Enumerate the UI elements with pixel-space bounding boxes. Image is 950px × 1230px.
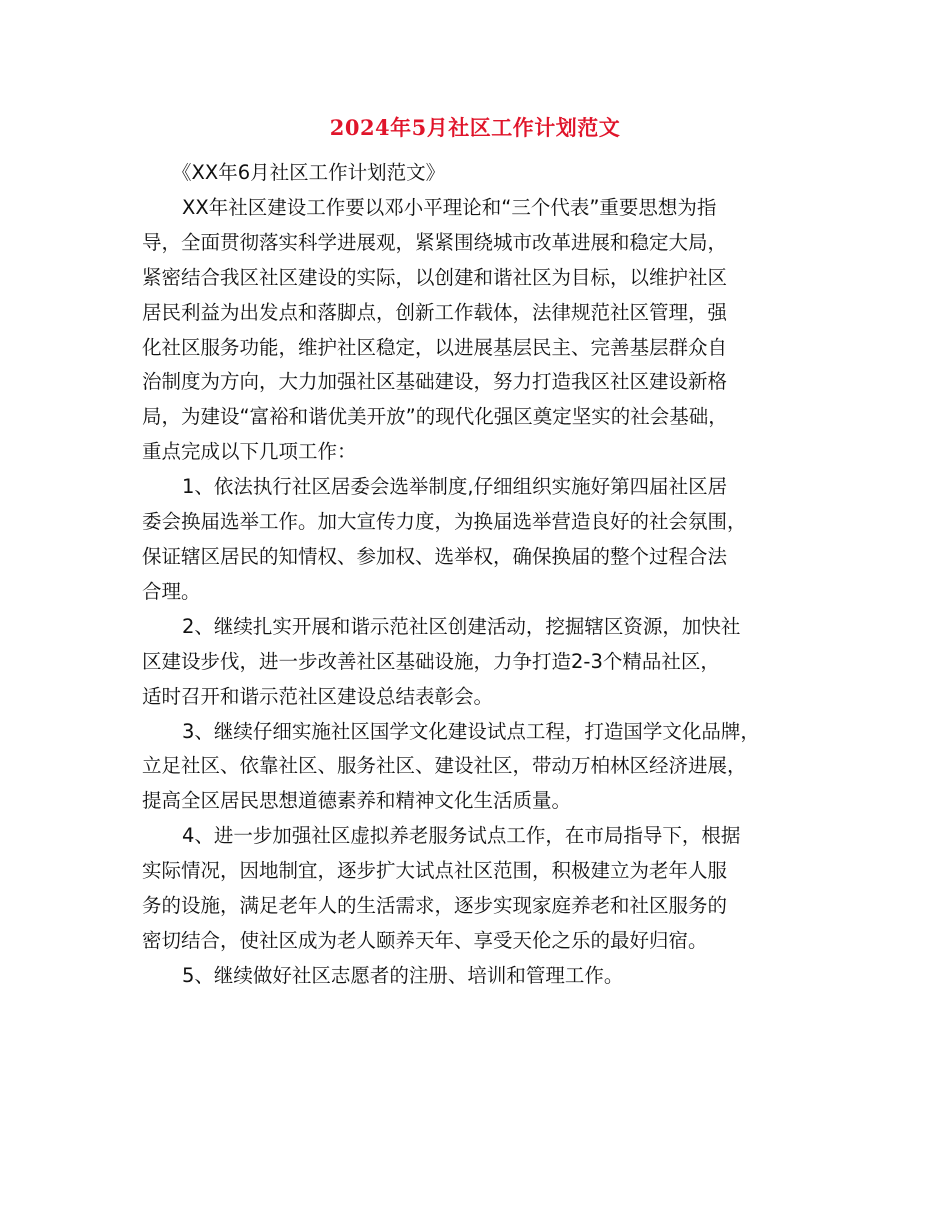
item-1-paragraph: [142, 470, 822, 610]
text-line: 治制度为方向，大力加强社区基础建设，努力打造我区社区建设新格: [142, 370, 728, 394]
text-line: 紧密结合我区社区建设的实际，以创建和谐社区为目标，以维护社区: [142, 265, 728, 289]
text-line: 局，为建设“富裕和谐优美开放”的现代化强区奠定坚实的社会基础，: [142, 405, 728, 429]
text-line: XX年社区建设工作要以邓小平理论和“三个代表”重要思想为指: [182, 195, 717, 219]
text-line: 密切结合，使社区成为老人颐养天年、享受天伦之乐的最好归宿。: [142, 928, 708, 952]
intro-paragraph: [142, 191, 822, 470]
item-5-paragraph: [142, 959, 822, 994]
text-line: 适时召开和谐示范社区建设总结表彰会。: [142, 684, 494, 708]
document-body: [142, 156, 822, 994]
subtitle-line: 《XX年6月社区工作计划范文》: [172, 161, 446, 184]
text-line: 4、进一步加强社区虚拟养老服务试点工作，在市局指导下，根据: [182, 824, 741, 848]
item-4-paragraph: [142, 819, 822, 959]
item-2-paragraph: [142, 610, 822, 715]
text-line: 提高全区居民思想道德素养和精神文化生活质量。: [142, 789, 572, 813]
text-line: 3、继续仔细实施社区国学文化建设试点工程，打造国学文化品牌，: [182, 719, 760, 743]
text-line: 2、继续扎实开展和谐示范社区创建活动，挖掘辖区资源，加快社: [182, 614, 741, 638]
document-title: 2024年5月社区工作计划范文: [329, 115, 621, 140]
text-line: 区建设步伐，进一步改善社区基础设施，力争打造2-3个精品社区，: [142, 649, 720, 673]
text-line: 居民利益为出发点和落脚点，创新工作载体，法律规范社区管理，强: [142, 300, 728, 324]
text-line: 保证辖区居民的知情权、参加权、选举权，确保换届的整个过程合法: [142, 544, 728, 568]
item-3-paragraph: [142, 715, 822, 820]
text-line: 委会换届选举工作。加大宣传力度，为换届选举营造良好的社会氛围，: [142, 510, 747, 534]
subtitle-paragraph: [142, 156, 822, 191]
text-line: 合理。: [142, 579, 201, 603]
text-line: 化社区服务功能，维护社区稳定，以进展基层民主、完善基层群众自: [142, 335, 728, 359]
text-line: 导，全面贯彻落实科学进展观，紧紧围绕城市改革进展和稳定大局，: [142, 230, 728, 254]
text-line: 立足社区、依靠社区、服务社区、建设社区，带动万柏林区经济进展，: [142, 754, 747, 778]
text-line: 1、依法执行社区居委会选举制度,仔细组织实施好第四届社区居: [182, 475, 728, 499]
text-line: 5、继续做好社区志愿者的注册、培训和管理工作。: [182, 963, 624, 987]
text-line: 实际情况，因地制宜，逐步扩大试点社区范围，积极建立为老年人服: [142, 859, 728, 883]
text-line: 重点完成以下几项工作：: [142, 440, 357, 464]
text-line: 务的设施，满足老年人的生活需求，逐步实现家庭养老和社区服务的: [142, 894, 728, 918]
